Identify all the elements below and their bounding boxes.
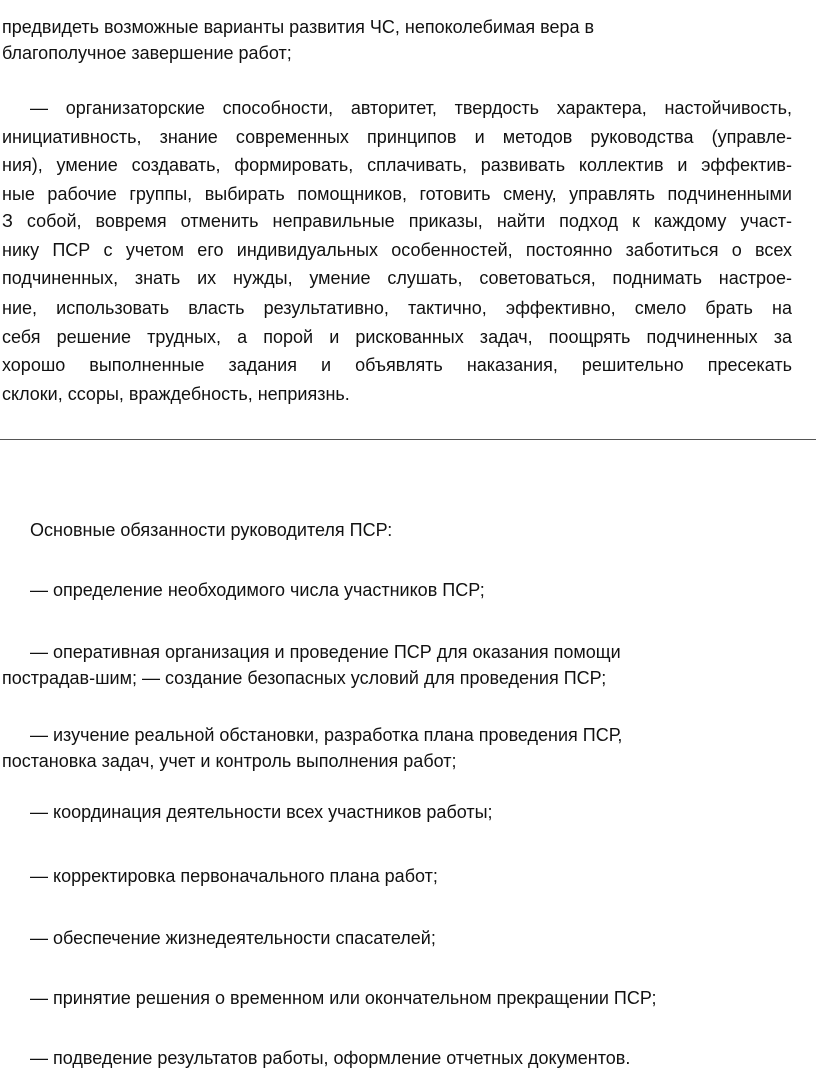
paragraph-management xyxy=(2,207,792,293)
duty-item xyxy=(2,1045,802,1071)
text-line: пострадав-шим; — создание безопасных условий для проведения ПСР; xyxy=(2,668,607,688)
duty-item xyxy=(2,863,802,889)
text-line: — изучение реальной обстановки, разработка плана проведения ПСР, xyxy=(30,725,623,745)
text-line: хорошо выполненные задания и объявлять наказания, решительно пресекать xyxy=(2,355,792,375)
paragraph-authority xyxy=(2,294,792,408)
text-line: — корректировка первоначального плана работ; xyxy=(30,866,438,886)
text-line: — принятие решения о временном или окончательном прекращении ПСР; xyxy=(30,988,657,1008)
text-line: постановка задач, учет и контроль выполнения работ; xyxy=(2,751,457,771)
section-divider xyxy=(0,439,816,440)
text-line: ния), умение создавать, формировать, сплачивать, развивать коллектив и эффектив- xyxy=(2,155,792,175)
duty-item xyxy=(2,985,802,1011)
text-line: нику ПСР с учетом его индивидуальных особенностей, постоянно заботиться о всех xyxy=(2,239,792,260)
duty-item xyxy=(2,799,802,825)
paragraph-intro xyxy=(2,14,792,66)
duties-heading: Основные обязанности руководителя ПСР: xyxy=(30,520,393,540)
paragraph-qualities xyxy=(2,94,792,208)
text-line: — подведение результатов работы, оформление отчетных документов. xyxy=(30,1048,631,1068)
text-line: — обеспечение жизнедеятельности спасателей; xyxy=(30,928,436,948)
text-line: З собой, вовремя отменить неправильные приказы, найти подход к каждому участ- xyxy=(2,211,792,231)
duty-item xyxy=(2,925,802,951)
text-line: — определение необходимого числа участников ПСР; xyxy=(30,580,485,600)
text-line: подчиненных, знать их нужды, умение слушать, советоваться, поднимать настрое- xyxy=(2,268,792,288)
duty-item xyxy=(2,722,802,774)
text-line: — организаторские способности, авторитет, твердость характера, настойчивость, xyxy=(30,98,792,118)
text-line: — оперативная организация и проведение ПСР для оказания помощи xyxy=(30,642,621,662)
text-line: благополучное завершение работ; xyxy=(2,43,292,63)
duty-item xyxy=(2,577,802,603)
text-line: — координация деятельности всех участников работы; xyxy=(30,802,493,822)
text-line: ние, использовать власть результативно, тактично, эффективно, смело брать на xyxy=(2,298,792,318)
text-line: склоки, ссоры, враждебность, неприязнь. xyxy=(2,383,350,404)
text-line: себя решение трудных, а порой и рискованных задач, поощрять подчиненных за xyxy=(2,326,792,347)
duty-item xyxy=(2,639,802,691)
text-line: ные рабочие группы, выбирать помощников, готовить смену, управлять подчиненными xyxy=(2,183,792,204)
text-line: инициативность, знание современных принципов и методов руководства (управле- xyxy=(2,126,792,147)
text-line: предвидеть возможные варианты развития ЧС, непоколебимая вера в xyxy=(2,17,595,37)
